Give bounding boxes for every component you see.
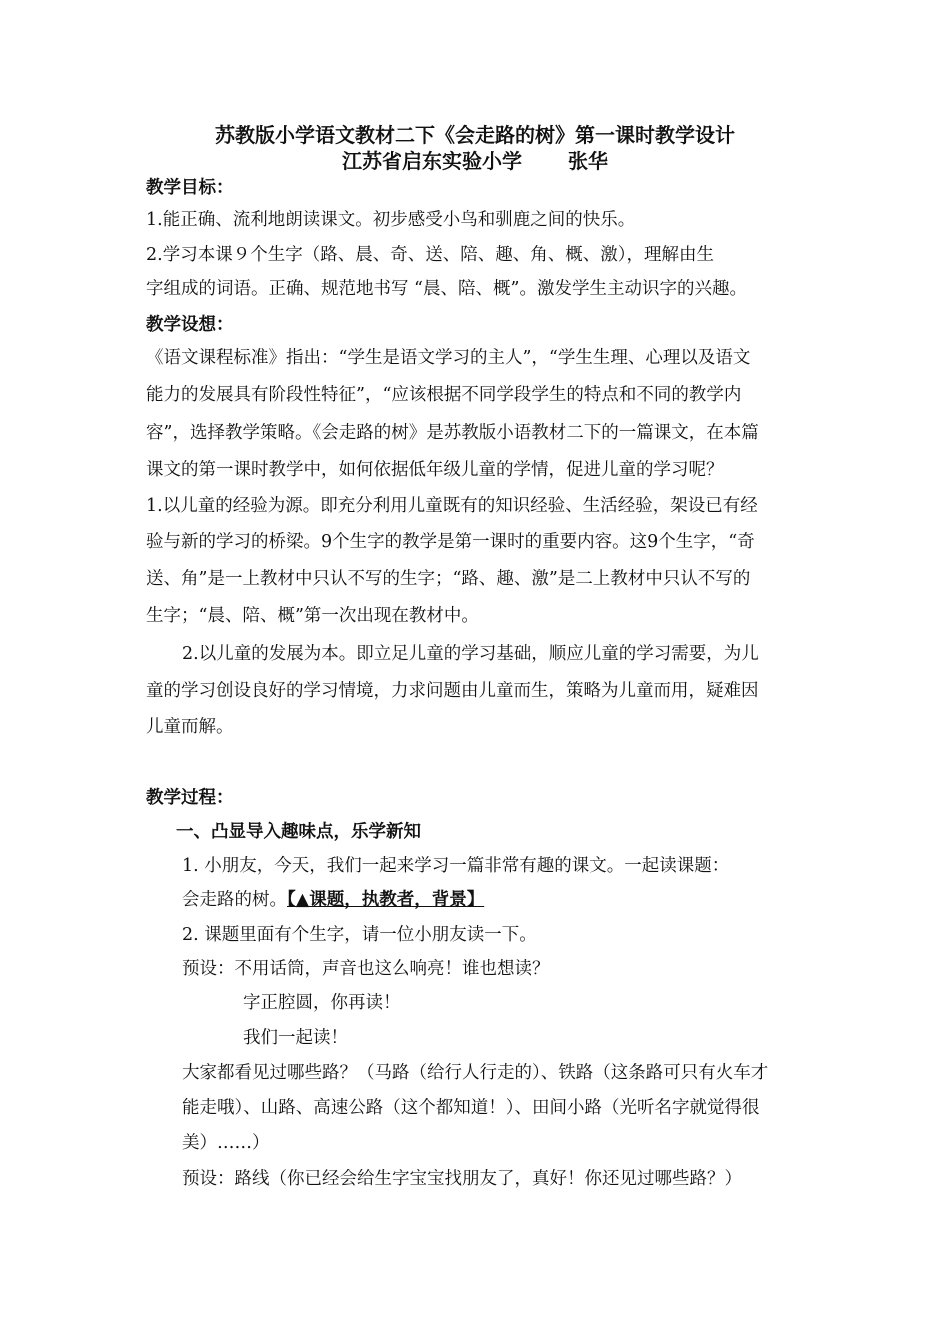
document-subtitle bbox=[0, 148, 950, 174]
idea-line: 《语文课程标准》指出：“学生是语文学习的主人”，“学生生理、心理以及语文 bbox=[146, 348, 751, 368]
idea-line: 送、角”是一上教材中只认不写的生字；“路、趣、激”是二上教材中只认不写的 bbox=[146, 569, 751, 589]
goal-line: 字组成的词语。正确、规范地书写 “晨、陪、概”。激发学生主动识字的兴趣。 bbox=[146, 279, 747, 299]
idea-line: 1.以儿童的经验为源。即充分利用儿童既有的知识经验、生活经验，架设已有经 bbox=[146, 496, 758, 516]
author-name: 张华 bbox=[568, 149, 608, 173]
school-name: 江苏省启东实验小学 bbox=[342, 149, 522, 173]
process-heading: 教学过程： bbox=[146, 788, 234, 808]
idea-heading: 教学设想： bbox=[146, 315, 234, 335]
goal-line: 2.学习本课９个生字（路、晨、奇、送、陪、趣、角、概、激），理解由生 bbox=[146, 245, 714, 265]
section-heading: 一、凸显导入趣味点，乐学新知 bbox=[176, 822, 421, 842]
idea-line: 验与新的学习的桥梁。9个生字的教学是第一课时的重要内容。这9个生字，“奇 bbox=[146, 532, 755, 552]
process-line: 能走哦）、山路、高速公路（这个都知道！）、田间小路（光听名字就觉得很 bbox=[182, 1098, 760, 1118]
idea-line: 能力的发展具有阶段性特征”，“应该根据不同学段学生的特点和不同的教学内 bbox=[146, 385, 742, 405]
process-line: 字正腔圆，你再读！ bbox=[243, 993, 401, 1013]
process-line bbox=[182, 888, 484, 912]
process-line: 美）……） bbox=[182, 1133, 270, 1153]
idea-line: 儿童而解。 bbox=[146, 717, 234, 737]
idea-line: 童的学习创设良好的学习情境，力求问题由儿童而生，策略为儿童而用，疑难因 bbox=[146, 681, 759, 701]
process-line: 预设：不用话筒，声音也这么响亮！谁也想读？ bbox=[182, 959, 550, 979]
slide-note: 【▲课题，执教者，背景】 bbox=[287, 890, 485, 910]
process-line: 我们一起读！ bbox=[243, 1028, 348, 1048]
process-line: 1. 小朋友，今天，我们一起来学习一篇非常有趣的课文。一起读课题： bbox=[182, 856, 730, 876]
process-line: 2. 课题里面有个生字，请一位小朋友读一下。 bbox=[182, 925, 537, 945]
idea-line: 容”，选择教学策略。《会走路的树》是苏教版小语教材二下的一篇课文，在本篇 bbox=[146, 423, 759, 443]
idea-line: 2.以儿童的发展为本。即立足儿童的学习基础，顺应儿童的学习需要，为儿 bbox=[182, 644, 759, 664]
idea-line: 生字；“晨、陪、概”第一次出现在教材中。 bbox=[146, 606, 479, 626]
process-line: 大家都看见过哪些路？（马路（给行人行走的）、铁路（这条路可只有火车才 bbox=[182, 1063, 769, 1083]
goals-heading: 教学目标： bbox=[146, 178, 234, 198]
lesson-title-text: 会走路的树。 bbox=[182, 890, 287, 910]
process-line: 预设：路线（你已经会给生字宝宝找朋友了，真好！你还见过哪些路？） bbox=[182, 1169, 742, 1189]
document-title: 苏教版小学语文教材二下《会走路的树》第一课时教学设计 bbox=[215, 123, 735, 147]
goal-line: 1.能正确、流利地朗读课文。初步感受小鸟和驯鹿之间的快乐。 bbox=[146, 210, 636, 230]
idea-line: 课文的第一课时教学中，如何依据低年级儿童的学情，促进儿童的学习呢？ bbox=[146, 460, 724, 480]
